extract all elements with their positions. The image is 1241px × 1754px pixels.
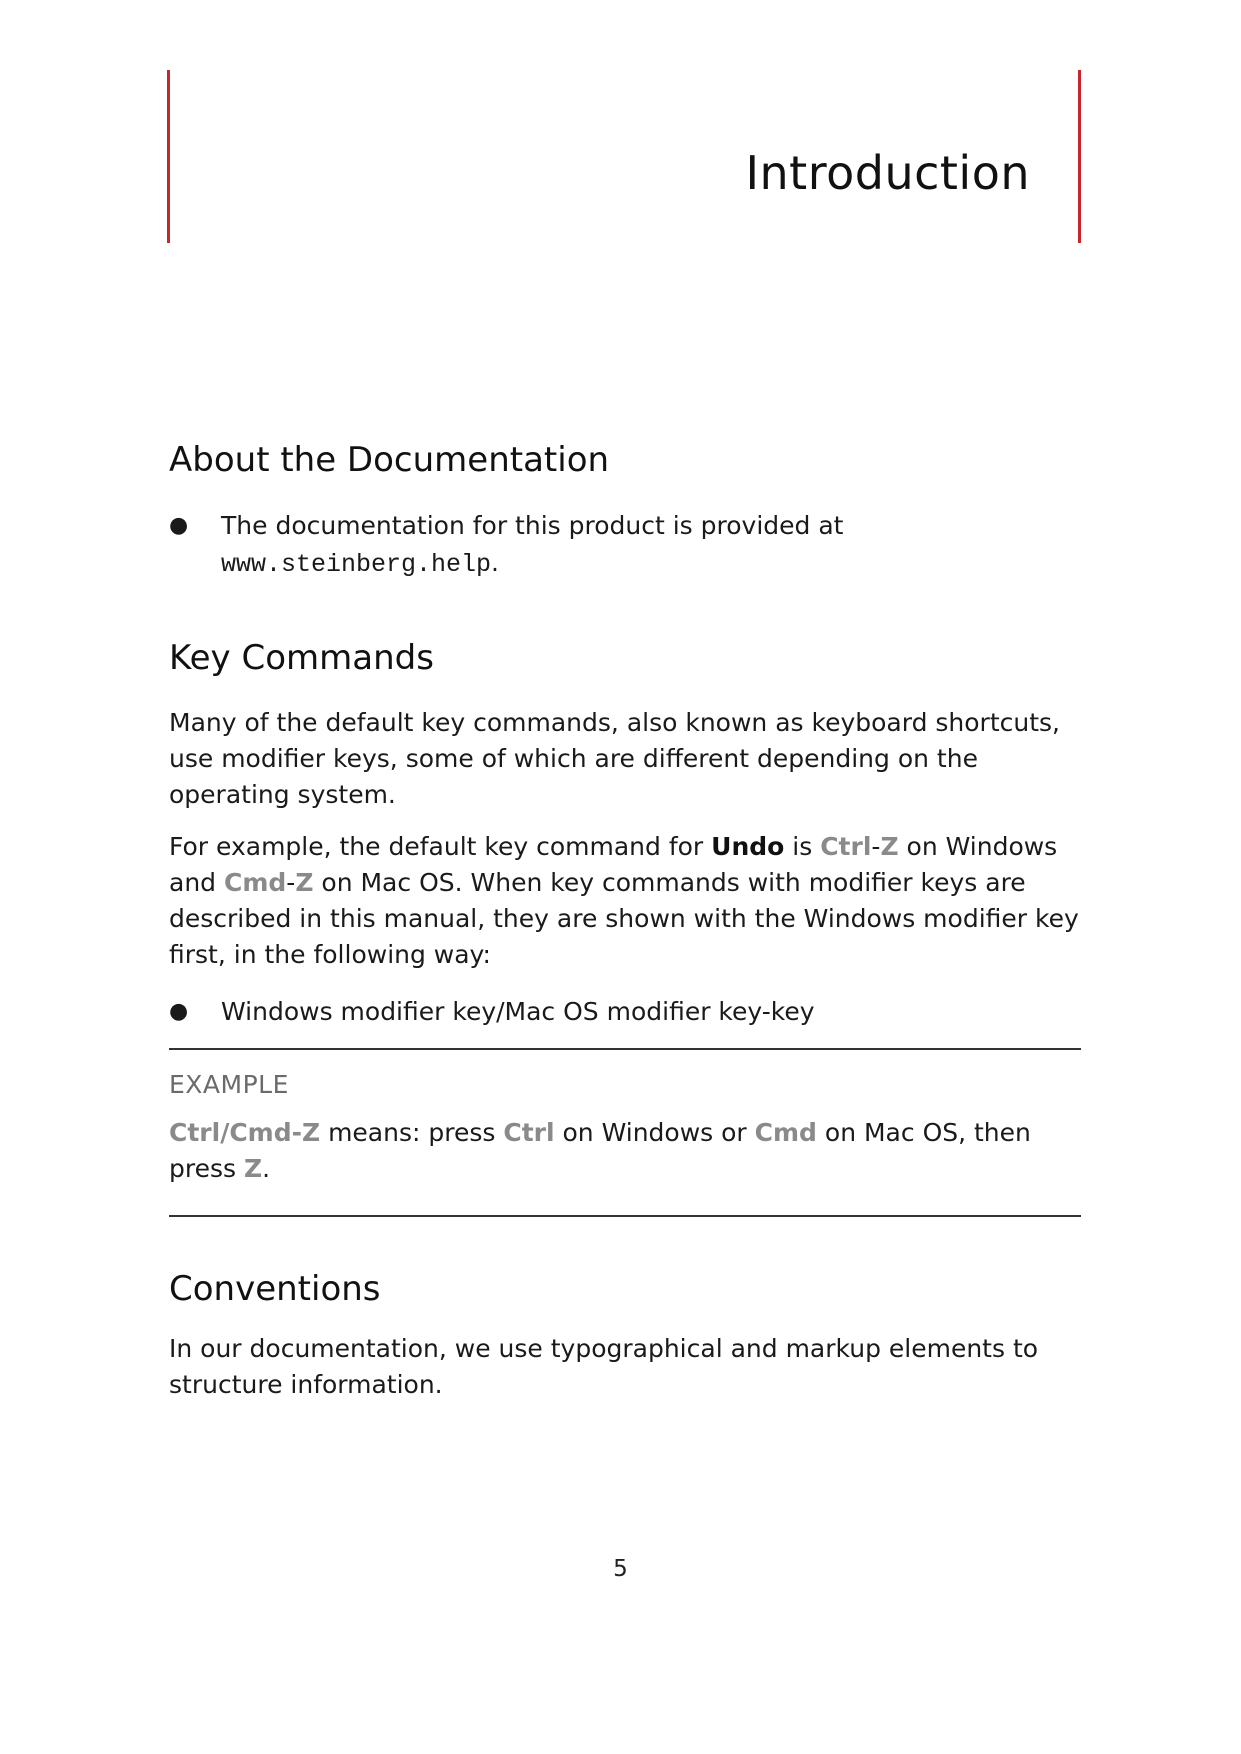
text-run: on Windows or [554,1117,755,1147]
heading-key-commands: Key Commands [169,637,434,678]
heading-about-documentation: About the Documentation [169,440,610,480]
text-run: on Mac OS, then press [169,1117,1031,1183]
bullet-icon: ● [169,512,189,538]
section-conventions [169,1269,1081,1404]
list-item [169,507,1081,583]
text-run: on Mac OS. When key commands with modifier keys are described in this manual, they are shown with the Windows modifier key first, in the following way: [169,867,1079,969]
right-accent-bar [1078,70,1081,243]
section-about-documentation [169,440,1081,583]
key-z: Z [243,1153,263,1183]
list-item [169,993,1081,1030]
chapter-title: Introduction [745,146,1030,200]
text-run: on Windows and [169,831,1058,897]
key-commands-paragraph-1: Many of the default key commands, also known as keyboard shortcuts, use modifier keys, some of which are different depending on the operating system. [169,707,1061,809]
example-text [169,1115,1081,1187]
bullet-icon: ● [169,998,189,1024]
page-content [169,440,1081,1403]
heading-conventions: Conventions [169,1268,381,1309]
key-separator: - [286,867,296,897]
conventions-paragraph: In our documentation, we use typographical and markup elements to structure information. [169,1334,1039,1400]
example-label: EXAMPLE [169,1069,289,1099]
section-key-commands [169,638,1081,1217]
left-accent-bar [167,70,170,243]
url-link[interactable]: www.steinberg.help [221,549,492,579]
key-cmd: Cmd [223,867,287,897]
key-commands-paragraph-2 [169,829,1081,973]
list-item-text: Windows modifier key/Mac OS modifier key-key [221,996,815,1026]
text-run: For example, the default key command for [169,831,712,861]
key-ctrl: Ctrl [820,831,872,861]
list-item-text [221,507,843,583]
key-combo: Ctrl/Cmd-Z [169,1117,321,1147]
url-suffix: . [491,547,499,577]
example-box [169,1048,1081,1217]
key-ctrl: Ctrl [503,1117,555,1147]
key-cmd: Cmd [754,1117,817,1147]
key-z: Z [880,831,899,861]
text-run: . [262,1153,271,1183]
text-run: means: press [320,1117,504,1147]
ui-term-undo: Undo [711,831,785,861]
page-number: 5 [613,1556,628,1582]
bullet-text: The documentation for this product is provided at [221,510,844,540]
key-separator: - [871,831,881,861]
key-z: Z [295,867,314,897]
text-run: is [784,831,821,861]
